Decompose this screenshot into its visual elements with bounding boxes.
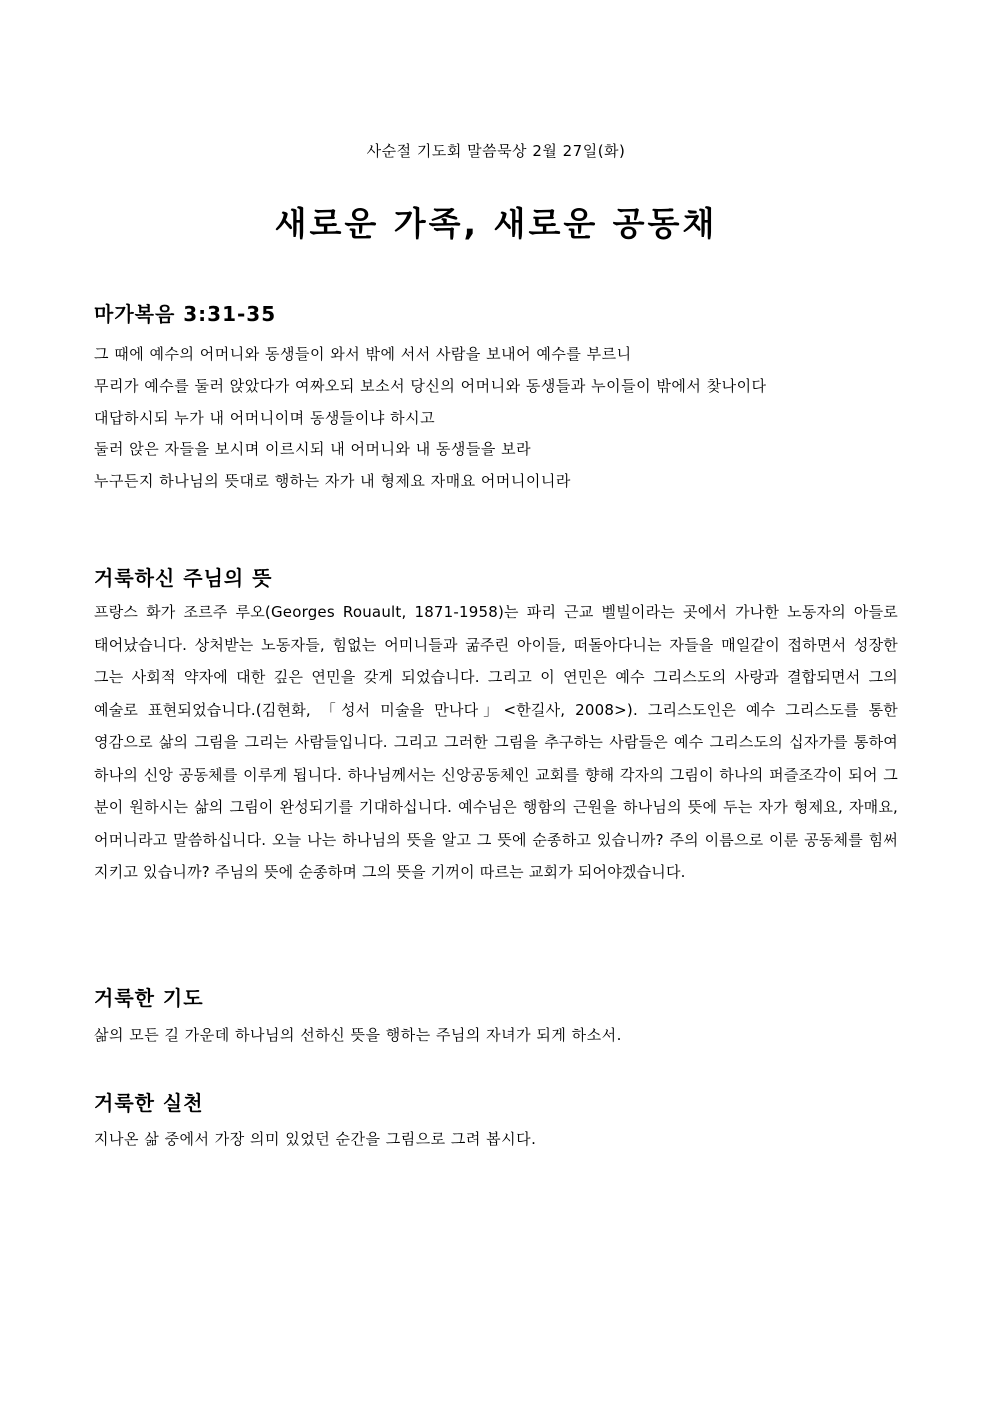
practice-text: 지나온 삶 중에서 가장 의미 있었던 순간을 그림으로 그려 봅시다. bbox=[94, 1130, 537, 1148]
reflection-body: 프랑스 화가 조르주 루오(Georges Rouault, 1871-1958)는 파리 근교 벨빌이라는 곳에서 가나한 노동자의 아들로 태어났습니다. 상처받는 노동자들, 힘없는 어미니들과 굶주린 아이들, 떠돌아다니는 자들을 매일같이 접하면서 성장한 그는 사회적 약자에 대한 깊은 연민을 갖게 되었습니다. 그리고 이 연민은 예수 그리스도의 사랑과 결합되면서 그의 예술로 표현되었습니다.(김현화, 「성서 미술을 만나다」<한길사, 2008>). 그리스도인은 예수 그리스도를 통한 영감으로 삶의 그림을 그리는 사람들입니다. 그리고 그러한 그림을 추구하는 사람들은 예수 그리스도의 십자가를 통하여 하나의 신앙 공동체를 이루게 됩니다. 하나님께서는 신앙공동체인 교회를 향해 각자의 그림이 하나의 퍼즐조각이 되어 그 분이 원하시는 삶의 그림이 완성되기를 기대하십니다. 예수님은 행함의 근원을 하나님의 뜻에 두는 자가 형제요, 자매요, 어머니라고 말씀하십니다. 오늘 나는 하나님의 뜻을 알고 그 뜻에 순종하고 있습니까? 주의 이름으로 이룬 공동체를 힘써 지키고 있습니까? 주님의 뜻에 순종하며 그의 뜻을 기꺼이 따르는 교회가 되어야겠습니다. bbox=[94, 603, 898, 881]
scripture-heading: 마가복음 3:31-35 bbox=[94, 302, 277, 326]
scripture-verse: 둘러 앉은 자들을 보시며 이르시되 내 어머니와 내 동생들을 보라 bbox=[94, 440, 532, 459]
scripture-verse: 누구든지 하나님의 뜻대로 행하는 자가 내 형제요 자매요 어머니이니라 bbox=[94, 472, 571, 491]
scripture-verse: 무리가 예수를 둘러 앉았다가 여짜오되 보소서 당신의 어머니와 동생들과 누이들이 밖에서 찾나이다 bbox=[94, 376, 767, 395]
document-title: 새로운 가족, 새로운 공동채 bbox=[274, 204, 718, 243]
scripture-verse-list bbox=[94, 339, 767, 498]
scripture-verse: 그 때에 예수의 어머니와 동생들이 와서 밖에 서서 사람을 보내어 예수를 부르니 bbox=[94, 345, 632, 363]
prayer-heading: 거룩한 기도 bbox=[94, 986, 204, 1010]
prayer-text: 삶의 모든 길 가운데 하나님의 선하신 뜻을 행하는 주님의 자녀가 되게 하소서. bbox=[94, 1026, 622, 1044]
document-subtitle: 사순절 기도회 말씀묵상 2월 27일(화) bbox=[366, 142, 626, 160]
practice-heading: 거룩한 실천 bbox=[94, 1091, 204, 1115]
scripture-verse: 대답하시되 누가 내 어머니이며 동생들이냐 하시고 bbox=[94, 408, 436, 427]
reflection-heading: 거룩하신 주님의 뜻 bbox=[94, 566, 273, 590]
